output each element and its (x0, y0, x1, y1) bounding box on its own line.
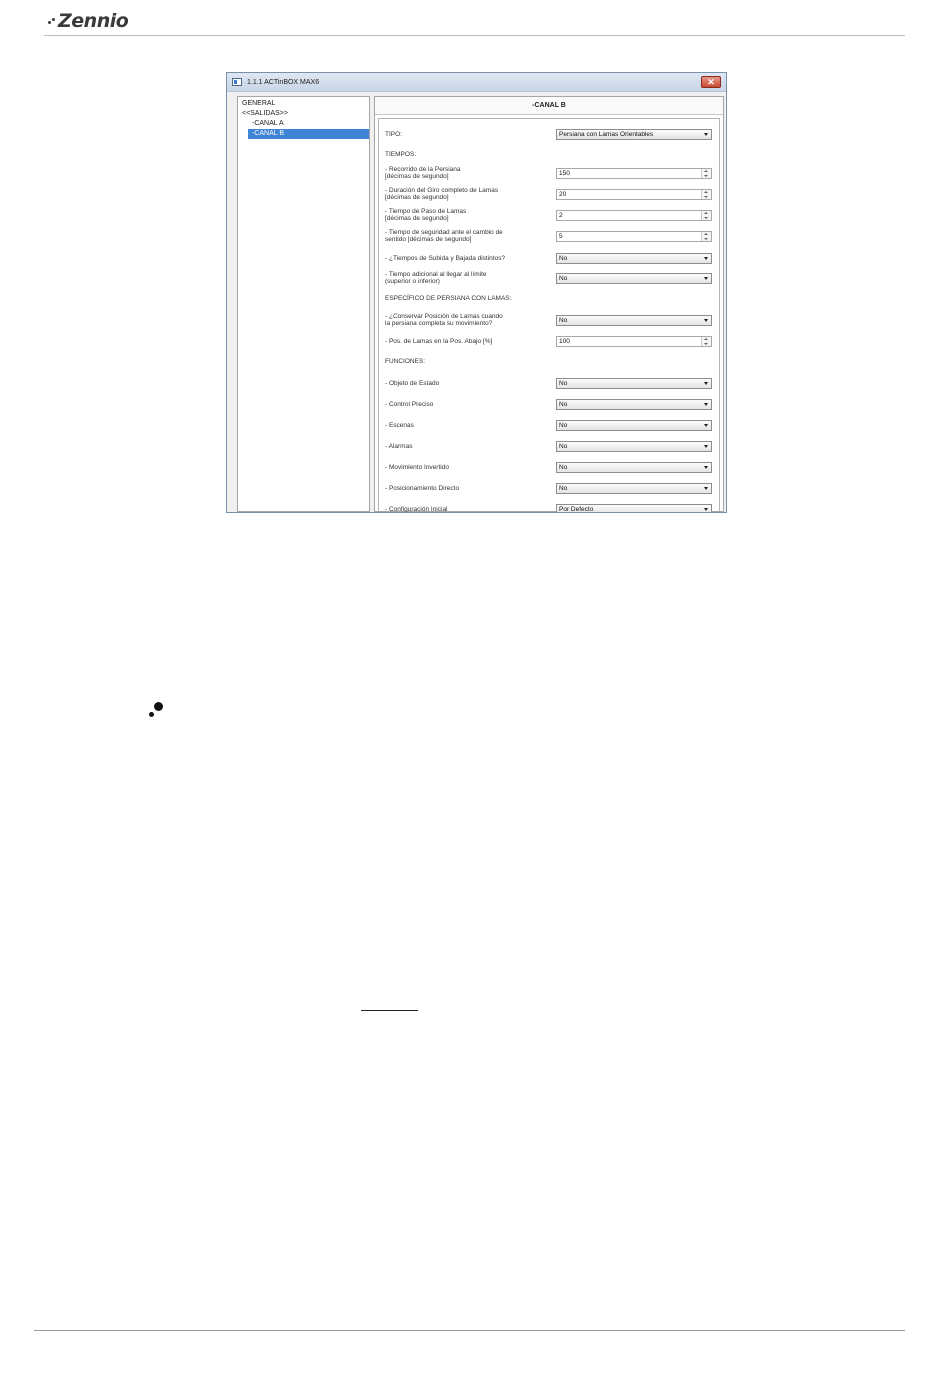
recorrido-value: 150 (559, 170, 570, 177)
tree-item-canal-b[interactable]: -CANAL B (248, 129, 369, 139)
duracion-giro-label: - Duración del Giro completo de Lamas (385, 187, 499, 194)
chevron-down-icon (704, 445, 708, 448)
objeto-estado-select[interactable] (556, 378, 712, 389)
escenas-value: No (559, 422, 568, 429)
alarmas-label: - Alarmas (385, 443, 413, 450)
tiempo-adicional-select[interactable] (556, 273, 712, 284)
tipo-select-value: Persiana con Lamas Orientables (559, 131, 654, 138)
movimiento-invertido-select[interactable] (556, 462, 712, 473)
duracion-giro-sublabel: [décimas de segundo] (385, 194, 449, 201)
chevron-down-icon (704, 424, 708, 427)
zennio-bullet-icon (148, 700, 166, 722)
chevron-down-icon (704, 466, 708, 469)
pos-lamas-input[interactable] (556, 336, 712, 347)
control-preciso-select[interactable] (556, 399, 712, 410)
spin-up-icon (704, 212, 708, 214)
tree-item-salidas[interactable]: <<SALIDAS>> (242, 110, 288, 117)
tiempo-adicional-value: No (559, 275, 568, 282)
chevron-down-icon (704, 133, 708, 136)
tiempo-paso-input[interactable] (556, 210, 712, 221)
tiempo-seguridad-label: - Tiempo de seguridad ante el cambio de (385, 229, 503, 236)
tiempo-adicional-label: - Tiempo adicional al llegar al límite (385, 271, 487, 278)
zennio-logo (47, 10, 128, 32)
spin-up-icon (704, 170, 708, 172)
recorrido-input[interactable] (556, 168, 712, 179)
conservar-posicion-label: - ¿Conservar Posición de Lamas cuando (385, 313, 503, 320)
spin-up-icon (704, 191, 708, 193)
panel-title: -CANAL B (375, 97, 723, 115)
pos-lamas-label: - Pos. de Lamas en la Pos. Abajo [%] (385, 338, 493, 345)
configuracion-inicial-label: - Configuración Inicial (385, 506, 448, 513)
tiempo-seguridad-input[interactable] (556, 231, 712, 242)
tiempo-paso-value: 2 (559, 212, 563, 219)
window-titlebar (227, 73, 726, 92)
alarmas-select[interactable] (556, 441, 712, 452)
posicionamiento-directo-label: - Posicionamiento Directo (385, 485, 460, 492)
configuracion-inicial-select[interactable] (556, 504, 712, 513)
spin-buttons[interactable] (701, 190, 711, 199)
chevron-down-icon (704, 508, 708, 511)
tree-item-canal-a[interactable]: -CANAL A (252, 120, 284, 127)
posicionamiento-directo-value: No (559, 485, 568, 492)
tiempo-seguridad-sublabel: sentido [décimas de segundo] (385, 236, 472, 243)
chevron-down-icon (704, 487, 708, 490)
parameters-window (226, 72, 727, 513)
recorrido-label: - Recorrido de la Persiana (385, 166, 461, 173)
parameter-group (378, 118, 720, 511)
control-preciso-value: No (559, 401, 568, 408)
logo-dots-icon (47, 14, 57, 28)
spin-up-icon (704, 338, 708, 340)
duracion-giro-input[interactable] (556, 189, 712, 200)
pos-lamas-value: 100 (559, 338, 570, 345)
tipo-select[interactable] (556, 129, 712, 140)
objeto-estado-value: No (559, 380, 568, 387)
funciones-header-label: FUNCIONES: (385, 358, 426, 365)
especifico-header-label: ESPECÍFICO DE PERSIANA CON LAMAS: (385, 295, 512, 302)
brand-name: Zennio (58, 10, 129, 32)
conservar-posicion-value: No (559, 317, 568, 324)
movimiento-invertido-value: No (559, 464, 568, 471)
duracion-giro-value: 20 (559, 191, 567, 198)
spin-up-icon (704, 233, 708, 235)
spin-buttons[interactable] (701, 211, 711, 220)
tiempo-adicional-sublabel: (superior o inferior) (385, 278, 440, 285)
escenas-label: - Escenas (385, 422, 414, 429)
tiempos-header-label: TIEMPOS: (385, 151, 417, 158)
recorrido-sublabel: [décimas de segundo] (385, 173, 449, 180)
tiempos-distintos-label: - ¿Tiempos de Subida y Bajada distintos? (385, 255, 506, 262)
tipo-label: TIPO: (385, 131, 402, 138)
spin-down-icon (704, 217, 708, 219)
spin-down-icon (704, 196, 708, 198)
window-body (227, 92, 726, 512)
control-preciso-label: - Control Preciso (385, 401, 434, 408)
conservar-posicion-sublabel: la persiana completa su movimiento? (385, 320, 493, 327)
spin-down-icon (704, 238, 708, 240)
spin-buttons[interactable] (701, 169, 711, 178)
tiempo-paso-label: - Tiempo de Paso de Lamas (385, 208, 467, 215)
alarmas-value: No (559, 443, 568, 450)
header-rule (44, 35, 905, 36)
tiempo-seguridad-value: 5 (559, 233, 563, 240)
chevron-down-icon (704, 382, 708, 385)
tiempos-distintos-select[interactable] (556, 253, 712, 264)
chevron-down-icon (704, 257, 708, 260)
chevron-down-icon (704, 277, 708, 280)
spin-down-icon (704, 175, 708, 177)
footer-rule (34, 1330, 905, 1331)
conservar-posicion-select[interactable] (556, 315, 712, 326)
parameter-tree (237, 96, 370, 512)
spin-buttons[interactable] (701, 337, 711, 346)
movimiento-invertido-label: - Movimiento Invertido (385, 464, 449, 471)
window-title: 1.1.1 ACTinBOX MAX6 (247, 78, 320, 86)
tree-item-general[interactable]: GENERAL (242, 100, 276, 107)
underline-rule (361, 1010, 418, 1011)
tiempos-distintos-value: No (559, 255, 568, 262)
posicionamiento-directo-select[interactable] (556, 483, 712, 494)
chevron-down-icon (704, 403, 708, 406)
app-window-icon (232, 78, 242, 86)
parameter-panel (374, 96, 724, 512)
escenas-select[interactable] (556, 420, 712, 431)
tiempo-paso-sublabel: [décimas de segundo] (385, 215, 449, 222)
spin-buttons[interactable] (701, 232, 711, 241)
spin-down-icon (704, 343, 708, 345)
close-button[interactable]: ✕ (701, 76, 721, 88)
objeto-estado-label: - Objeto de Estado (385, 380, 440, 387)
configuracion-inicial-value: Por Defecto (559, 506, 594, 513)
chevron-down-icon (704, 319, 708, 322)
